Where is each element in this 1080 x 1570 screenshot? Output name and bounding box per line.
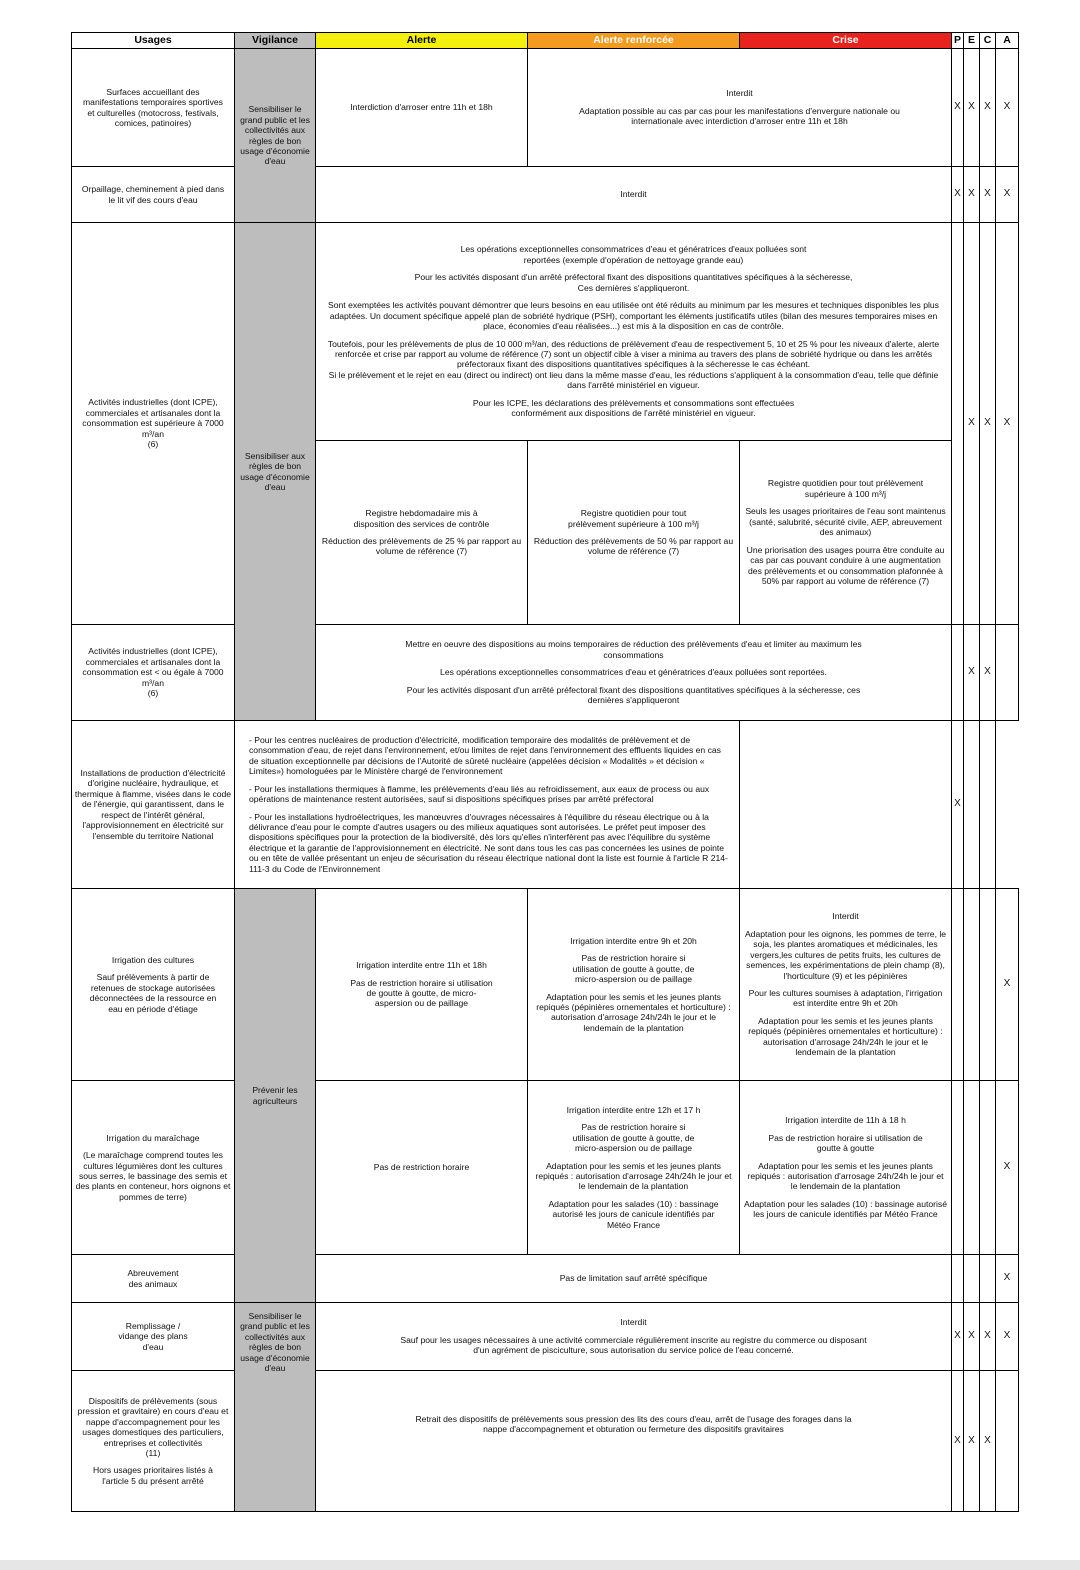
usage-note: (Le maraîchage comprend toutes les cultures légumières dont les cultures sous serres, le bassinage des semis et des plants en conteneur, hors oignons et pommes de terre) bbox=[75, 1150, 231, 1202]
measure-cell: Retrait des dispositifs de prélèvements sous pression des lits des cours d'eau, arrêt de l'usage des forages dans la nappe d'accompagnement et obturation ou fermeture des dispositifs gravitaires bbox=[316, 1371, 952, 1512]
vigilance-cell: Prévenir les agriculteurs bbox=[235, 889, 316, 1303]
measure-text: Seuls les usages prioritaires de l'eau sont maintenus (santé, salubrité, sécurité civile, AEP, abreuvement des animaux) bbox=[745, 506, 946, 538]
mark-e: X bbox=[964, 1371, 980, 1512]
mark-a: X bbox=[996, 1081, 1019, 1255]
measure-text: Interdit bbox=[620, 1317, 647, 1328]
mark-p: X bbox=[952, 49, 964, 167]
table-row bbox=[72, 1081, 1019, 1255]
measure-text: - Pour les centres nucléaires de production d'électricité, modification temporaire des modalités de prélèvement et de consommation d'eau, de rejet dans l'environnement, et/ou limites de rejet dans l'environnement des effluents liquides en cas de situation exceptionnelle par décisions de l'Autorité de sûreté nucléaire (appelées décision « Modalités » et décision « Limites») homologuées par le Ministère chargé de l'environnement bbox=[249, 734, 721, 777]
mark-c: X bbox=[980, 625, 996, 721]
measure-text: Sauf pour les usages nécessaires à une activité commerciale régulièrement inscrite au registre du commerce ou disposant d'un agrément de pisciculture, sous autorisation du service police de l'eau concerné. bbox=[400, 1334, 867, 1356]
crise-cell bbox=[740, 1081, 952, 1255]
measure-text: Irrigation interdite entre 12h et 17 h bbox=[566, 1104, 701, 1115]
usage-cell: Orpaillage, cheminement à pied dans le lit vif des cours d'eau bbox=[72, 167, 235, 223]
measure-text: Irrigation interdite entre 9h et 20h bbox=[570, 935, 697, 946]
usage-cell bbox=[72, 889, 235, 1081]
header-a: A bbox=[996, 33, 1019, 49]
mark-a: X bbox=[996, 167, 1019, 223]
measure-text: Pas de restriction horaire si utilisation de goutte à goutte, de micro-aspersion ou de paillage bbox=[350, 977, 493, 1009]
mark-c: X bbox=[980, 1371, 996, 1512]
mark-e: X bbox=[964, 167, 980, 223]
page-bottom-bar bbox=[0, 1560, 1080, 1570]
table-row bbox=[72, 1255, 1019, 1303]
measure-text: Pas de restriction horaire si utilisation de goutte à goutte bbox=[768, 1132, 923, 1154]
mark-e bbox=[964, 1081, 980, 1255]
measure-text: Registre hebdomadaire mis à disposition des services de contrôle bbox=[353, 508, 490, 529]
mark-e: X bbox=[952, 721, 964, 889]
measure-text: Réduction des prélèvements de 25 % par rapport au volume de référence (7) bbox=[321, 536, 522, 557]
table-row bbox=[72, 223, 1019, 441]
mark-c: X bbox=[980, 223, 996, 625]
mark-a: X bbox=[996, 889, 1019, 1081]
measure-text: Adaptation pour les oignons, les pommes de terre, le soja, les plantes aromatiques et médicinales, les vergers,les cultures de petits fruits, les cultures de semences, les expérimentations de plein champ (8), l'horticulture (9) et les pépinières bbox=[744, 928, 947, 981]
measure-text: Réduction des prélèvements de 50 % par rapport au volume de référence (7) bbox=[533, 536, 734, 557]
header-alerte-renforcee: Alerte renforcée bbox=[528, 33, 740, 49]
measure-text: Adaptation pour les semis et les jeunes plants repiqués (pépinières ornementales et horticulture) : autorisation d'arrosage 24h/24h le jour et le lendemain de la plantation bbox=[748, 1015, 943, 1058]
vigilance-cell: Sensibiliser le grand public et les collectivités aux règles de bon usage d'économie d'eau bbox=[235, 1303, 316, 1512]
mark-c: X bbox=[980, 49, 996, 167]
mark-e: X bbox=[964, 49, 980, 167]
mark-a: X bbox=[996, 223, 1019, 625]
measure-text: Adaptation pour les salades (10) : bassinage autorisé les jours de canicule identifiés par Météo France bbox=[548, 1198, 719, 1230]
crise-cell bbox=[740, 889, 952, 1081]
measure-text: Toutefois, pour les prélèvements de plus de 10 000 m³/an, des réductions de prélèvement d'eau de respectivement 5, 10 et 25 % pour les niveaux d'alerte, alerte renforcée et crise par rapport au volume de référence (7) sont un objectif cible à viser a minima au travers des plans de sobriété hydrique ou dans les arrêtés préfectoraux fixant des dispositions quantitatives spécifiques à la sécheresse le cas échéant. Si le prélèvement et le rejet en eau (direct ou indirect) ont lieu dans la même masse d'eau, les réductions s'appliquent à la consommation d'eau, telle que définie dans l'arrêté ministériel en vigueur. bbox=[327, 338, 940, 391]
usage-cell: Activités industrielles (dont ICPE), commerciales et artisanales dont la consommation est < ou égale à 7000 m³/an (6) bbox=[72, 625, 235, 721]
measure-text: Pas de restriction horaire si utilisation de goutte à goutte, de micro-aspersion ou de paillage bbox=[572, 1122, 695, 1154]
mark-c bbox=[980, 889, 996, 1081]
mark-a bbox=[980, 721, 996, 889]
measure-cell bbox=[235, 721, 740, 889]
usage-cell: Surfaces accueillant des manifestations temporaires sportives et culturelles (motocross, festivals, comices, patinoires) bbox=[72, 49, 235, 167]
measure-cell bbox=[316, 1303, 952, 1371]
header-alerte: Alerte bbox=[316, 33, 528, 49]
measure-text: Irrigation interdite entre 11h et 18h bbox=[356, 960, 487, 971]
mark-c bbox=[980, 1255, 996, 1303]
usage-cell: Remplissage / vidange des plans d'eau bbox=[72, 1303, 235, 1371]
measure-text: Irrigation interdite de 11h à 18 h bbox=[785, 1115, 906, 1126]
mark-e: X bbox=[964, 625, 980, 721]
mark-e: X bbox=[964, 1303, 980, 1371]
usage-note: Hors usages prioritaires listés à l'article 5 du présent arrêté bbox=[93, 1465, 213, 1486]
mark-c: X bbox=[980, 167, 996, 223]
alerte-cell: Pas de restriction horaire bbox=[316, 1081, 528, 1255]
usage-cell bbox=[72, 1081, 235, 1255]
table-row bbox=[72, 721, 1019, 889]
usage-cell: Activités industrielles (dont ICPE), commerciales et artisanales dont la consommation est supérieure à 7000 m³/an (6) bbox=[72, 223, 235, 625]
alerte-cell: Interdiction d'arroser entre 11h et 18h bbox=[316, 49, 528, 167]
measure-text: - Pour les installations thermiques à flamme, les prélèvements d'eau liés au refroidissement, aux eaux de process ou aux opérations de maintenance restent autorisées, sauf si dispositions spécifiques prises par arrêté préfectoral bbox=[249, 783, 710, 805]
mark-c: X bbox=[980, 1303, 996, 1371]
common-measures-cell bbox=[316, 223, 952, 441]
usage-title: Dispositifs de prélèvements (sous pression et gravitaire) en cours d'eau et nappe d'accompagnement pour les usages domestiques des particuliers, entreprises et collectivités (11) bbox=[77, 1395, 229, 1458]
mark-a bbox=[996, 1371, 1019, 1512]
mark-a: X bbox=[996, 1303, 1019, 1371]
mark-c bbox=[964, 721, 980, 889]
mark-e: X bbox=[964, 223, 980, 625]
table-row bbox=[72, 1303, 1019, 1371]
measure-text: Adaptation pour les salades (10) : bassinage autorisé les jours de canicule identifiés par Météo France bbox=[743, 1198, 948, 1220]
measure-text: Interdit bbox=[832, 911, 859, 922]
measure-text: Une priorisation des usages pourra être conduite au cas par cas pouvant conduire à une augmentation des prélèvements et ou consommation plafonnée à 50% par rapport au volume de référence (7) bbox=[746, 544, 945, 587]
mark-a: X bbox=[996, 1255, 1019, 1303]
header-p: P bbox=[952, 33, 964, 49]
measure-text: Adaptation pour les semis et les jeunes plants repiqués (pépinières ornementales et horticulture) : autorisation d'arrosage 24h/24h le jour et le lendemain de la plantation bbox=[536, 991, 731, 1033]
mark-p bbox=[952, 889, 964, 1081]
measure-text: Pour les activités disposant d'un arrêté préfectoral fixant des dispositions quantitatives spécifiques à la sécheresse, Ces dernières s'appliqueront. bbox=[414, 272, 853, 293]
measure-cell: Interdit bbox=[316, 167, 952, 223]
crise-cell bbox=[740, 441, 952, 625]
measure-text: Les opérations exceptionnelles consommatrices d'eau et génératrices d'eaux polluées sont reportées (exemple d'opération de nettoyage grande eau) bbox=[460, 244, 807, 265]
measure-text: Registre quotidien pour tout prélèvement supérieure à 100 m³/j bbox=[568, 508, 699, 529]
renforcee-cell bbox=[528, 1081, 740, 1255]
alerte-cell bbox=[316, 441, 528, 625]
header-c: C bbox=[980, 33, 996, 49]
usage-cell bbox=[72, 1371, 235, 1512]
vigilance-cell: Sensibiliser le grand public et les collectivités aux règles de bon usage d'économie d'eau bbox=[235, 49, 316, 223]
measure-text: Pas de restriction horaire si utilisation de goutte à goutte, de micro-aspersion ou de paillage bbox=[572, 953, 695, 985]
mark-a bbox=[996, 625, 1019, 721]
mark-c bbox=[980, 1081, 996, 1255]
header-vigilance: Vigilance bbox=[235, 33, 316, 49]
table-row bbox=[72, 1371, 1019, 1512]
measure-text: Adaptation possible au cas par cas pour les manifestations d'envergure nationale ou internationale avec interdiction d'arroser entre 11h et 18h bbox=[579, 105, 900, 127]
measure-text: Pour les cultures soumises à adaptation, l'irrigation est interdite entre 9h et 20h bbox=[748, 988, 943, 1009]
mark-e bbox=[964, 889, 980, 1081]
table-row bbox=[72, 49, 1019, 167]
measure-text: Adaptation pour les semis et les jeunes plants repiqués : autorisation d'arrosage 24h/24h le jour et le lendemain de la plantation bbox=[535, 1160, 732, 1192]
measure-text: Pour les ICPE, les déclarations des prélèvements et consommations sont effectuées conformément aux dispositions de l'arrêté ministériel en vigueur. bbox=[472, 397, 795, 419]
vigilance-cell: Sensibiliser aux règles de bon usage d'économie d'eau bbox=[235, 223, 316, 721]
header-row bbox=[72, 33, 1019, 49]
mark-p bbox=[952, 625, 964, 721]
mark-p: X bbox=[952, 1303, 964, 1371]
header-crise: Crise bbox=[740, 33, 952, 49]
usage-note: Sauf prélèvements à partir de retenues de stockage autorisées déconnectées de la ressource en eau en période d'étiage bbox=[89, 972, 217, 1014]
measure-text: Mettre en oeuvre des dispositions au moins temporaires de réduction des prélèvements d'eau et limiter au maximum les consommations bbox=[405, 639, 862, 660]
measure-text: - Pour les installations hydroélectriques, les manœuvres d'ouvrages nécessaires à l'équilibre du réseau électrique ou à la délivrance d'eau pour le compte d'autres usagers ou des milieux aquatiques sont autorisées. Le préfet peut imposer des dispositions spécifiques pour la protection de la biodiversité, dès lors qu'elles n'interfèrent pas avec l'équilibre du système électrique et la garantie de l'approvisionnement en électricité. Ne sont dans tous les cas pas concernées les usines de pointe ou en tête de vallée présentant un enjeu de sécurisation du réseau électrique national dont la liste est fournie à l'article R 214-111-3 du Code de l'Environnement bbox=[249, 811, 728, 874]
usage-cell: Installations de production d'électricité d'origine nucléaire, hydraulique, et thermique à flamme, visées dans le code de l'énergie, qui garantissent, dans le respect de l'intérêt général, l'approvisionnement en électricité sur l'ensemble du territoire National bbox=[72, 721, 235, 889]
table-row bbox=[72, 889, 1019, 1081]
renforcee-cell bbox=[528, 441, 740, 625]
renforcee-cell bbox=[528, 889, 740, 1081]
mark-p bbox=[740, 721, 952, 889]
mark-e bbox=[964, 1255, 980, 1303]
alerte-cell bbox=[316, 889, 528, 1081]
mark-p bbox=[952, 223, 964, 625]
mark-p bbox=[952, 1081, 964, 1255]
mark-a: X bbox=[996, 49, 1019, 167]
measure-cell: Pas de limitation sauf arrêté spécifique bbox=[316, 1255, 952, 1303]
mark-p: X bbox=[952, 167, 964, 223]
usage-cell: Abreuvement des animaux bbox=[72, 1255, 235, 1303]
header-e: E bbox=[964, 33, 980, 49]
measure-text: Registre quotidien pour tout prélèvement supérieure à 100 m³/j bbox=[767, 478, 924, 499]
header-usages: Usages bbox=[72, 33, 235, 49]
usage-title: Irrigation des cultures bbox=[111, 954, 195, 965]
table-row bbox=[72, 167, 1019, 223]
measure-text: Pour les activités disposant d'un arrêté préfectoral fixant des dispositions quantitatives spécifiques à la sécheresse, ces dernières s'appliqueront bbox=[406, 684, 861, 706]
measure-text: Interdit bbox=[726, 88, 753, 99]
usage-title: Irrigation du maraîchage bbox=[106, 1132, 200, 1143]
measure-text: Les opérations exceptionnelles consommatrices d'eau et génératrices d'eaux polluées sont reportées. bbox=[440, 667, 827, 678]
restriction-table bbox=[71, 32, 1019, 1512]
mark-p: X bbox=[952, 1371, 964, 1512]
measure-cell bbox=[316, 625, 952, 721]
measure-text: Sont exemptées les activités pouvant démontrer que leurs besoins en eau utilisée ont été réduits au minimum par les mesures et techniques disponibles les plus adaptées. Un document spécifique appelé plan de sobriété hydrique (PSH), comportant les éléments justificatifs utiles (bilan des mesures temporaires mises en place, économies d'eau réalisées...) est mis à la disposition en cas de contrôle. bbox=[328, 300, 939, 332]
mark-p bbox=[952, 1255, 964, 1303]
table-row bbox=[72, 625, 1019, 721]
renforcee-crise-cell bbox=[528, 49, 952, 167]
measure-text: Adaptation pour les semis et les jeunes plants repiqués : autorisation d'arrosage 24h/24h le jour et le lendemain de la plantation bbox=[747, 1160, 944, 1192]
